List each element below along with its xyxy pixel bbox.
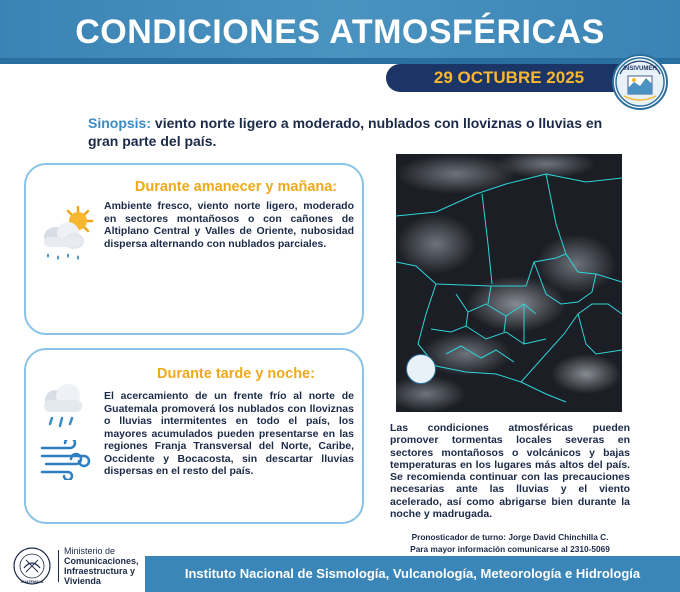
header-bar bbox=[0, 0, 680, 64]
wind-icon bbox=[40, 440, 94, 480]
ministry-name bbox=[64, 546, 144, 586]
ministry-logo bbox=[12, 544, 142, 586]
ministry-divider bbox=[58, 550, 59, 582]
guatemala-seal-icon bbox=[12, 546, 52, 586]
morning-text: Ambiente fresco, viento norte ligero, moderado en sectores montañosos o con cañones de Altiplano Central y Valles de Oriente, nubosidad dispersa alternando con nublados parciales. bbox=[104, 200, 354, 250]
evening-title: Durante tarde y noche: bbox=[157, 366, 315, 382]
map-insivumeh-watermark bbox=[406, 354, 436, 384]
institute-name: Instituto Nacional de Sismología, Vulcanología, Meteorología e Hidrología bbox=[184, 566, 641, 581]
synopsis bbox=[88, 114, 628, 150]
evening-forecast-card bbox=[24, 348, 364, 524]
synopsis-label: Sinopsis: bbox=[88, 115, 152, 131]
satellite-map bbox=[396, 154, 622, 412]
ministry-line2: Comunicaciones, Infraestructura y Vivienda bbox=[64, 556, 139, 586]
footer-bar bbox=[145, 556, 680, 592]
recommendation-text: Las condiciones atmosféricas pueden promover tormentas locales severas en sectores montañosos o volcánicos y bajas temperaturas en los lugares más altos del país. Se recomienda continuar con las precauciones necesarias ante las lluvias y el viento acelerado, así como abrigarse bien durante la noche y madrugada. bbox=[390, 422, 630, 521]
morning-title: Durante amanecer y mañana: bbox=[134, 179, 338, 195]
insivumeh-logo-text: INSIVUMEH bbox=[623, 66, 657, 72]
insivumeh-logo bbox=[612, 54, 668, 110]
evening-text: El acercamiento de un frente frío al norte de Guatemala promoverá los nublados con lloviznas o lluvias intermitentes en todo el país, los mayores acumulados pueden presentarse en las regiones Franja Transversal del Norte, Caribe, Occidente y Bocacosta, sin descartar lluvias dispersas en el resto del país. bbox=[104, 390, 354, 477]
sun-cloud-rain-icon bbox=[34, 203, 100, 269]
forecaster-name: Pronosticador de turno: Jorge David Chinchilla C. bbox=[411, 532, 609, 542]
ministry-line1: Ministerio de bbox=[64, 546, 116, 556]
contact-info: Para mayor información comunicarse al 2310-5069 bbox=[410, 544, 610, 554]
rain-cloud-icon bbox=[38, 382, 90, 434]
seal-text: GUATEMALA bbox=[20, 580, 44, 584]
forecaster-info bbox=[380, 531, 640, 555]
morning-forecast-card bbox=[24, 163, 364, 335]
synopsis-text: viento norte ligero a moderado, nublados con lloviznas o lluvias en gran parte del país. bbox=[88, 115, 603, 149]
date-badge: 29 OCTUBRE 2025 bbox=[386, 64, 632, 92]
page-title: CONDICIONES ATMOSFÉRICAS bbox=[75, 13, 605, 51]
